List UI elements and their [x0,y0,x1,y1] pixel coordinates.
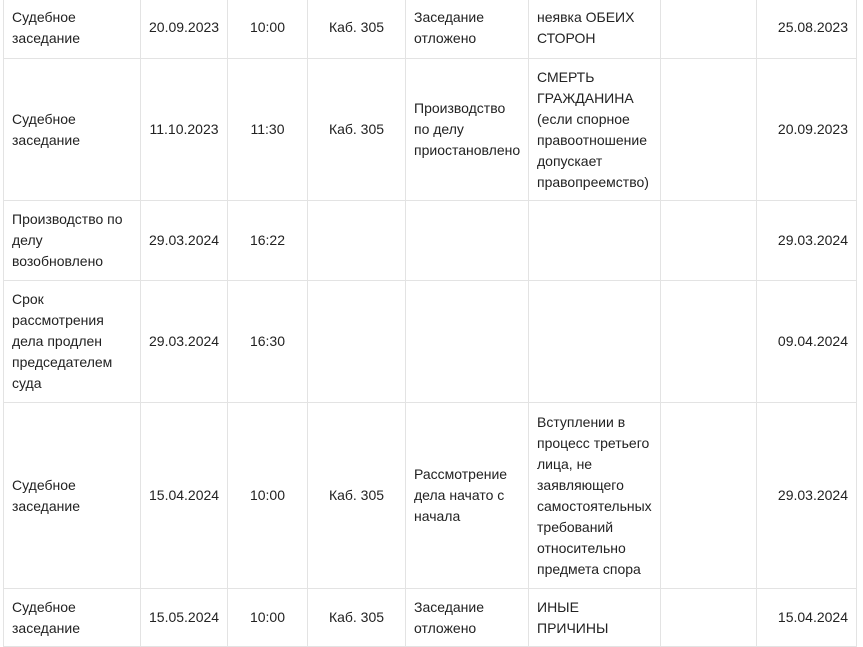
reason-cell [529,281,661,403]
time-cell: 16:22 [228,201,308,281]
published-date-cell: 20.09.2023 [757,59,857,201]
court-hearings-table [3,0,857,647]
reason-cell: ИНЫЕ ПРИЧИНЫ [529,589,661,647]
reason-cell: Вступлении в процесс третьего лица, не заявляющего самостоятельных требований относительно предмета спора [529,403,661,589]
time-cell: 16:30 [228,281,308,403]
time-cell: 10:00 [228,0,308,59]
room-cell: Каб. 305 [308,403,406,589]
note-cell [661,281,757,403]
time-cell: 10:00 [228,589,308,647]
reason-cell: СМЕРТЬ ГРАЖДАНИНА (если спорное правоотношение допускает правопреемство) [529,59,661,201]
published-date-cell: 25.08.2023 [757,0,857,59]
table-row [4,403,857,589]
event-cell: Срок рассмотрения дела продлен председателем суда [4,281,141,403]
event-cell: Судебное заседание [4,0,141,59]
result-cell [406,201,529,281]
table-row [4,589,857,647]
note-cell [661,0,757,59]
date-cell: 15.04.2024 [141,403,228,589]
room-cell [308,201,406,281]
published-date-cell: 09.04.2024 [757,281,857,403]
table-row [4,281,857,403]
result-cell: Заседание отложено [406,589,529,647]
note-cell [661,403,757,589]
room-cell: Каб. 305 [308,0,406,59]
room-cell: Каб. 305 [308,589,406,647]
event-cell: Производство по делу возобновлено [4,201,141,281]
event-cell: Судебное заседание [4,403,141,589]
date-cell: 20.09.2023 [141,0,228,59]
published-date-cell: 15.04.2024 [757,589,857,647]
date-cell: 29.03.2024 [141,281,228,403]
date-cell: 11.10.2023 [141,59,228,201]
result-cell [406,281,529,403]
time-cell: 11:30 [228,59,308,201]
table-row [4,201,857,281]
published-date-cell: 29.03.2024 [757,201,857,281]
room-cell: Каб. 305 [308,59,406,201]
date-cell: 29.03.2024 [141,201,228,281]
result-cell: Производство по делу приостановлено [406,59,529,201]
room-cell [308,281,406,403]
time-cell: 10:00 [228,403,308,589]
event-cell: Судебное заседание [4,59,141,201]
event-cell: Судебное заседание [4,589,141,647]
reason-cell [529,201,661,281]
note-cell [661,589,757,647]
published-date-cell: 29.03.2024 [757,403,857,589]
result-cell: Заседание отложено [406,0,529,59]
date-cell: 15.05.2024 [141,589,228,647]
note-cell [661,59,757,201]
reason-cell: неявка ОБЕИХ СТОРОН [529,0,661,59]
result-cell: Рассмотрение дела начато с начала [406,403,529,589]
table-row [4,0,857,59]
table-row [4,59,857,201]
note-cell [661,201,757,281]
